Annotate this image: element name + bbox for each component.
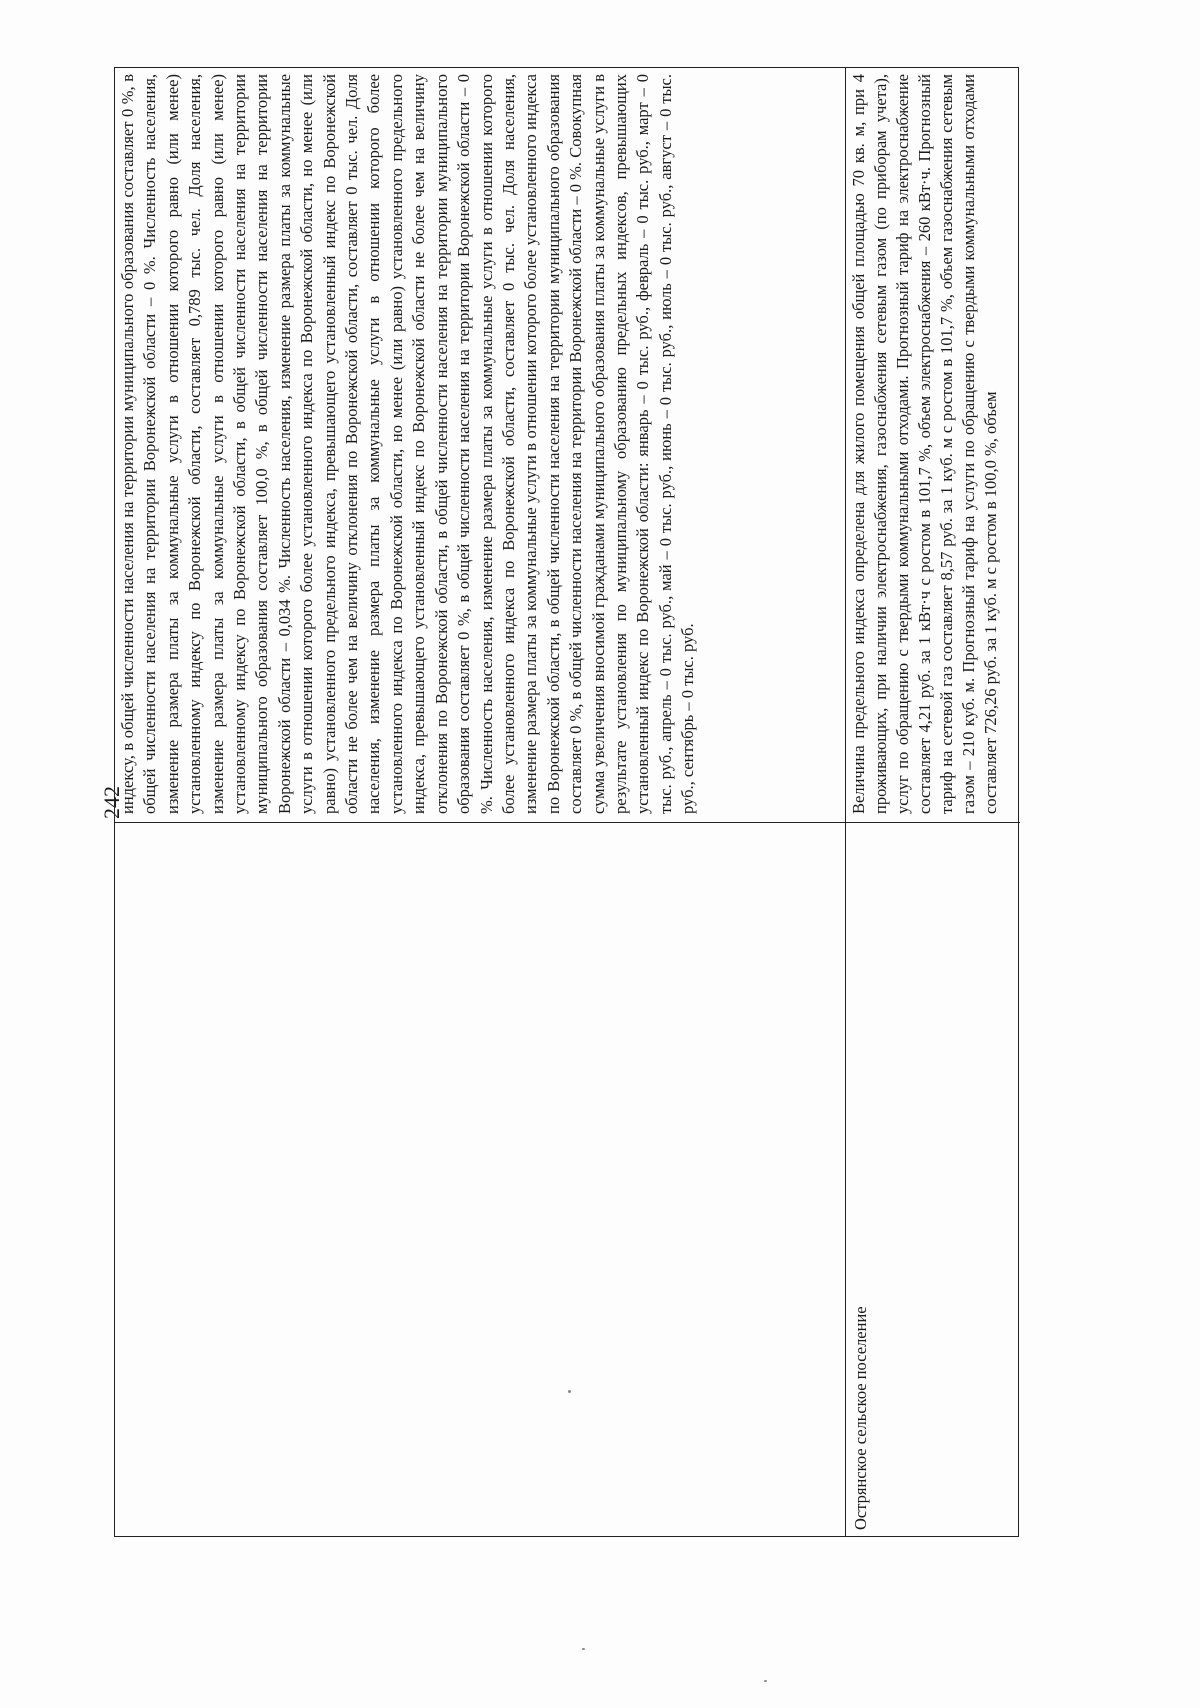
table-row	[115, 68, 846, 1536]
settlement-cell	[115, 822, 845, 1536]
scan-speck	[568, 1390, 571, 1393]
description-cell: индексу, в общей численности населения на территории муниципального образования составляет 0 %, в общей численности населения на территории Воронежской области – 0 %. Численность населения, изменение размера платы за коммунальные услуги в отношении которого равно (или менее) установленному индексу по Воронежской области, составляет 0,789 тыс. чел. Доля населения, изменение размера платы за коммунальные услуги в отношении которого равно (или менее) установленному индексу по Воронежской области, в общей численности населения на территории муниципального образования составляет 100,0 %, в общей численности населения на территории Воронежской области – 0,034 %. Численность населения, изменение размера платы за коммунальные услуги в отношении которого более установленного индекса по Воронежской области, но менее (или равно) установленного предельного индекса, превышающего установленный индекс по Воронежской области не более чем на величину отклонения по Воронежской области, составляет 0 тыс. чел. Доля населения, изменение размера платы за коммунальные услуги в отношении которого более установленного индекса по Воронежской области, но менее (или равно) установленного предельного индекса, превышающего установленный индекс по Воронежской области не более чем на величину отклонения по Воронежской области, в общей численности населения на территории муниципального образования составляет 0 %, в общей численности населения на территории Воронежской области – 0 %. Численность населения, изменение размера платы за коммунальные услуги в отношении которого более установленного индекса по Воронежской области, составляет 0 тыс. чел. Доля населения, изменение размера платы за коммунальные услуги в отношении которого более установленного индекса по Воронежской области, в общей численности населения на территории муниципального образования составляет 0 %, в общей численности населения на территории Воронежской области – 0 %. Совокупная сумма увеличения вносимой гражданами муниципального образования платы за коммунальные услуги в результате установления по муниципальному образованию предельных индексов, превышающих установленный индекс по Воронежской области: январь – 0 тыс. руб., февраль – 0 тыс. руб., март – 0 тыс. руб., апрель – 0 тыс. руб., май – 0 тыс. руб., июнь – 0 тыс. руб., июль – 0 тыс. руб., август – 0 тыс. руб., сентябрь – 0 тыс. руб.	[118, 74, 698, 814]
scan-speck	[582, 1648, 585, 1650]
rotated-inner	[92, 60, 1060, 1545]
settlement-name: Острянское сельское поселение	[851, 1306, 870, 1530]
settlement-cell	[846, 822, 1020, 1536]
description-cell: Величина предельного индекса определена для жилого помещения общей площадью 70 кв. м, при 4 проживающих, при наличии электроснабжения, газоснабжения сетевым газом (по приборам учета), услуг по обращению с твердыми коммунальными отходами. Прогнозный тариф на электроснабжение составляет 4,21 руб. за 1 кВт·ч с ростом в 101,7 %, объем электроснабжения – 260 кВт·ч. Прогнозный тариф на сетевой газ составляет 8,57 руб. за 1 куб. м с ростом в 101,7 %, объем газоснабжения сетевым газом – 210 куб. м. Прогнозный тариф на услуги по обращению с твердыми коммунальными отходами составляет 726,26 руб. за 1 куб. м с ростом в 100,0 %, объем	[849, 74, 1000, 814]
table-row	[846, 68, 1020, 1536]
data-table	[114, 67, 1019, 1537]
rotated-content	[92, 60, 1060, 1545]
page-number: 242	[99, 786, 124, 819]
scan-speck	[764, 1680, 767, 1682]
